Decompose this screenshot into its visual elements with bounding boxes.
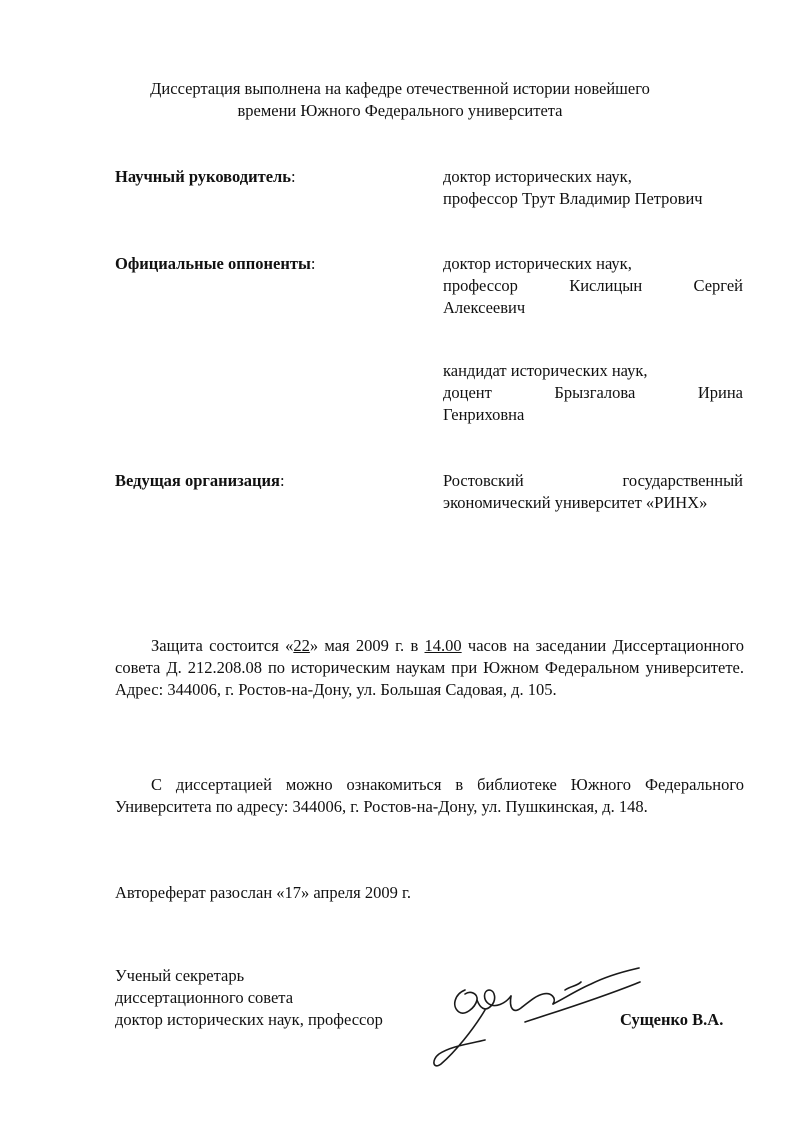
library-text: С диссертацией можно ознакомиться в библиотеке Южного Федерального Университета по адресу: 344006, г. Ростов-на-Дону, ул. Пушкинская, д. 148. bbox=[115, 775, 744, 816]
defense-day: 22 bbox=[293, 636, 310, 655]
supervisor-value bbox=[443, 166, 743, 210]
defense-text-3: часов на заседании Диссертационного совета Д. 212.208.08 по историческим наукам при Южном Федеральном университете. Адрес: 344006, г. Ростов-на-Дону, ул. Большая Садовая, д. 105. bbox=[115, 636, 744, 699]
defense-paragraph bbox=[115, 635, 744, 701]
defense-text-1: Защита состоится « bbox=[151, 636, 294, 655]
secretary-name: Сущенко В.А. bbox=[620, 1010, 724, 1029]
header-line-1: Диссертация выполнена на кафедре отечественной истории новейшего bbox=[150, 79, 650, 98]
lead-org-value bbox=[443, 470, 743, 514]
lead-org-line-1: Ростовский государственный bbox=[443, 471, 743, 490]
supervisor-label-row bbox=[115, 166, 425, 188]
opponent-1 bbox=[443, 253, 743, 319]
opponent-1-line-1: доктор исторических наук, bbox=[443, 254, 632, 273]
lead-org-label: Ведущая организация bbox=[115, 471, 280, 490]
opponents-label-row bbox=[115, 253, 425, 275]
opponent-2-line-1: кандидат исторических наук, bbox=[443, 361, 648, 380]
lead-org-label-row bbox=[115, 470, 425, 492]
supervisor-line-2: профессор Трут Владимир Петрович bbox=[443, 189, 703, 208]
supervisor-label: Научный руководитель bbox=[115, 167, 291, 186]
defense-time: 14.00 bbox=[424, 636, 462, 655]
opponent-1-line-3: Алексеевич bbox=[443, 298, 526, 317]
opponents-colon: : bbox=[310, 254, 316, 273]
secretary-line-1: Ученый секретарь bbox=[115, 966, 245, 985]
opponents-label: Официальные оппоненты bbox=[115, 254, 311, 273]
secretary-block bbox=[115, 965, 435, 1031]
supervisor-colon: : bbox=[291, 167, 296, 186]
supervisor-line-1: доктор исторических наук, bbox=[443, 167, 632, 186]
lead-org-colon: : bbox=[279, 471, 285, 490]
secretary-line-3: доктор исторических наук, профессор bbox=[115, 1010, 383, 1029]
lead-org-line-2: экономический университет «РИНХ» bbox=[443, 493, 708, 512]
opponent-2-line-3: Генриховна bbox=[443, 405, 525, 424]
opponent-2-line-2: доцент Брызгалова Ирина bbox=[443, 383, 743, 402]
defense-text-2: » мая 2009 г. в bbox=[309, 636, 425, 655]
header-line-2: времени Южного Федерального университета bbox=[237, 101, 563, 120]
library-paragraph bbox=[115, 774, 744, 818]
secretary-line-2: диссертационного совета bbox=[115, 988, 294, 1007]
opponent-1-line-2: профессор Кислицын Сергей bbox=[443, 276, 743, 295]
opponent-2 bbox=[443, 360, 743, 426]
mailed-line: Автореферат разослан «17» апреля 2009 г. bbox=[115, 883, 412, 902]
